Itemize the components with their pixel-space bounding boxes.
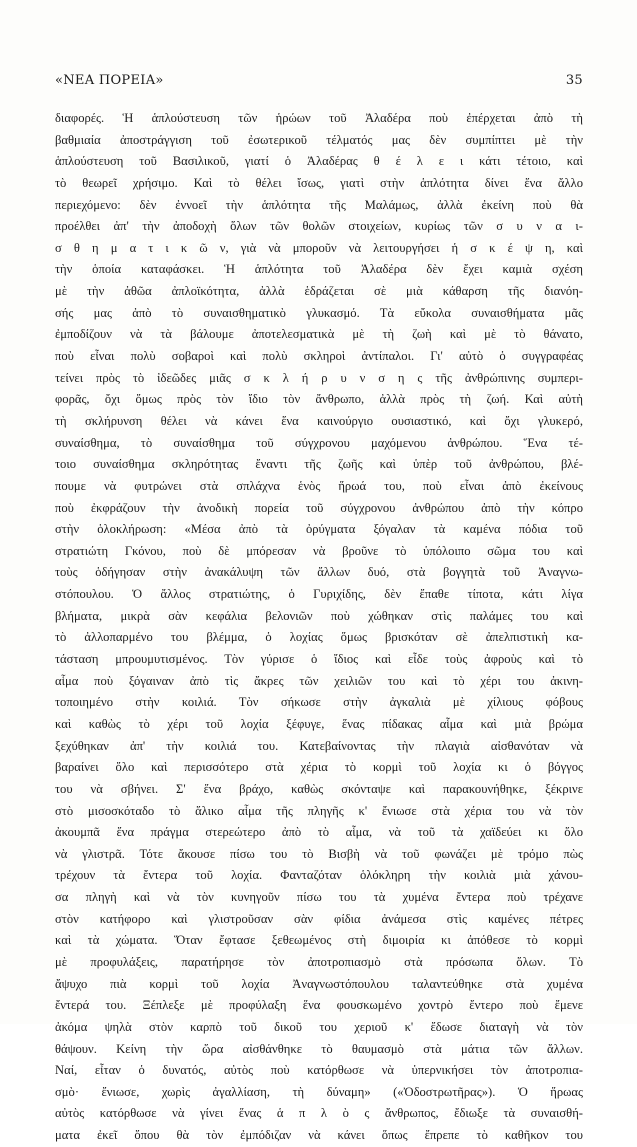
text-line: προέλθει ἀπ' τὴν ἀποδοχὴ ὅλων τῶν θολῶν στοιχείων, κυρίως τῶν σ υ ν α ι- [55, 219, 583, 234]
text-line: καὶ καθὼς τὸ χέρι τοῦ λοχία ξέφυγε, ἕνας πίδακας αἷμα καὶ μιὰ βρώμα [55, 716, 583, 731]
text-line: τοιο συναίσθημα σκληρότητας ἔναντι τῆς ζωῆς καὶ ὑπὲρ τοῦ ἀνθρώπου, βλέ- [55, 457, 583, 472]
journal-title: «ΝΕΑ ΠΟΡΕΙΑ» [55, 73, 164, 88]
text-line: σής μας ἀπὸ τὸ συναισθηματικὸ γλυκασμό. Τὰ εὔκολα συναισθήματα μᾶς [55, 305, 583, 320]
text-line: αὐτὸς κατόρθωσε νὰ γίνει ἕνας ἁ π λ ὸ ς ἄνθρωπος, ἔδιωξε τὰ συναισθή- [55, 1106, 583, 1121]
text-line: ματα ἐκεῖ ὅπου θὰ τὸν ἐμπόδιζαν νὰ κάνει ὅπως ἔπρεπε τὸ καθῆκον του [55, 1128, 583, 1143]
text-line: διαφορές. Ἡ ἁπλούστευση τῶν ἡρώων τοῦ Ἀλαδέρα ποὺ ἐπέρχεται ἀπὸ τὴ [55, 111, 583, 125]
text-line: στόπουλου. Ὁ ἄλλος στρατιώτης, ὁ Γυριχίδης, δὲν ἔπαθε τίποτα, κάτι λίγα [55, 587, 583, 602]
text-line: στὴν ὁλοκλήρωση: «Μέσα ἀπὸ τὰ ὀρύγματα ξόγαλαν τὰ καμένα πόδια τοῦ [55, 522, 583, 537]
running-header [55, 73, 583, 93]
text-line: τὴ σκλήρυνση θέλει νὰ κάνει ἕνα καινούργιο ουσιαστικό, καὶ ὄχι γλυκερό, [55, 413, 583, 428]
text-line: περιεχόμενο: δὲν ἐννοεῖ τὴν ἁπλότητα τῆς Μαλάμως, ἀλλὰ ἐκείνη ποὺ θὰ [55, 197, 583, 212]
text-line: αἷμα ποὺ ξόγαιναν ἀπὸ τὶς ἄκρες τῶν χειλιῶν του καὶ τὸ χέρι του ἀκινη- [55, 673, 583, 688]
text-line: ἄψυχο πιὰ κορμὶ τοῦ λοχία Ἀναγνωστόπουλου ταλαντεύθηκε στὰ χυμένα [55, 976, 583, 991]
text-line: βλήματα, μικρὰ σὰν κεφάλια βελονιῶν ποὺ χώθηκαν στὶς παλάμες του καὶ [55, 608, 583, 623]
text-line: ἔντερά του. Ξέπλεξε μὲ προφύλαξη ἕνα φουσκωμένο χοντρὸ ἔντερο ποὺ ἔμενε [55, 998, 583, 1013]
text-line: ξεχύθηκαν ἀπ' τὴν κοιλιά του. Κατεβαίνοντας τὴν πλαγιὰ αἰσθανόταν νὰ [55, 738, 583, 753]
text-line: Ναί, εἶταν ὁ δυνατός, αὐτὸς ποὺ κατόρθωσε νὰ ὑπερνικήσει τὸν ἀποτροπια- [55, 1063, 583, 1078]
text-line: στὸν κατήφορο καὶ γλιστροῦσαν σὰν φίδια ἀνάμεσα στὶς καμένες πέτρες [55, 911, 583, 926]
text-line: πουμε νὰ φυτρώνει στὰ σπλάχνα ἑνὸς ἥρωά του, ποὺ εἶναι ἀπὸ ἐκείνους [55, 478, 583, 493]
text-line: στὸ μισοσκόταδο τὸ ἅλικο αἷμα τῆς πληγῆς κ' ἔνιωσε στὰ χέρια του νὰ τὸν [55, 803, 583, 818]
text-line: σμὸ· ἔνιωσε, χωρὶς ἀγαλλίαση, τὴ δύναμη» («Ὀδοστρωτῆρας»). Ὁ ἥρωας [55, 1084, 583, 1099]
text-line: ἁπλούστευση τοῦ Βασιλικοῦ, γιατί ὁ Ἀλαδέρας θ έ λ ε ι κάτι τέτοιο, καὶ [55, 154, 583, 169]
text-line: βαραίνει ὅλο καὶ περισσότερο στὰ χέρια τὸ κορμὶ τοῦ λοχία κι ὁ βόγγος [55, 760, 583, 775]
text-line: ἀκόμα ψηλὰ στὸν καρπὸ τοῦ δικοῦ του χεριοῦ κ' ἔδωσε διαταγὴ νὰ τὸν [55, 1019, 583, 1034]
page-number: 35 [565, 73, 583, 88]
text-line: τρέχουν τὰ ἔντερα τοῦ λοχία. Φανταζόταν ὁλόκληρη τὴν κοιλιὰ μιὰ χάνου- [55, 868, 583, 883]
text-line: τὸ ἀλλοπαρμένο του βλέμμα, ὁ λοχίας ὅμως βρισκόταν σὲ ἀπελπιστικὴ κα- [55, 630, 583, 645]
text-line: νὰ γλιστρᾶ. Τότε ἄκουσε πίσω του τὸ Βισβὴ νὰ τοῦ φωνάζει μὲ τρόμο πὼς [55, 846, 583, 861]
text-line: τοὺς ὁδήγησαν στὴν ἀνακάλυψη τῶν ἄλλων δυό, στὰ βογγητὰ τοῦ Ἀναγνω- [55, 565, 583, 580]
text-line: ποὺ ἐκφράζουν τὴν ἀνοδικὴ πορεία τοῦ σύγχρονου ἀνθρώπου ἀπὸ τὴν κόπρο [55, 500, 583, 515]
text-line: θάψουν. Κείνη τὴν ὥρα αἰσθάνθηκε τὸ θαυμασμὸ στὰ μάτια τῶν ἄλλων. [55, 1041, 583, 1056]
text-line: τὸ θεωρεῖ χρήσιμο. Καὶ τὸ θέλει ἴσως, γιατὶ στὴν ἁπλότητα δίνει ἕνα ἄλλο [55, 175, 583, 190]
body-text [55, 108, 583, 1147]
text-line: τὴν ὁποία καταφάσκει. Ἡ ἁπλότητα τοῦ Ἀλαδέρα δὲν ἔχει καμιὰ σχέση [55, 262, 583, 277]
text-line: τάσταση μπρουμυτισμένος. Τὸν γύρισε ὁ ἴδιος καὶ εἶδε τοὺς ἀφροὺς καὶ τὸ [55, 652, 583, 667]
text-line: μὲ τὴν ἀθῶα ἀπλοϊκότητα, ἀλλὰ ἑδράζεται σὲ μιὰ κάθαρση τῆς διανόη- [55, 284, 583, 299]
text-line: ποὺ εἶναι πολὺ σοβαροὶ καὶ πολὺ σκληροὶ ἀντίπαλοι. Γι' αὐτὸ ὁ συγγραφέας [55, 349, 583, 364]
text-line: ἐμποδίζουν νὰ τὰ βάλουμε ἀποτελεσματικὰ μὲ τὴ ζωὴ καὶ μὲ τὸ θάνατο, [55, 327, 583, 342]
text-line: στρατιώτη Γκόνου, ποὺ δὲ μπόρεσαν νὰ βροῦνε τὸ ὑπόλοιπο σῶμα του καὶ [55, 543, 583, 558]
text-line: καὶ τὰ χώματα. Ὅταν ἔφτασε ξεθεωμένος στὴ διμοιρία κι ἀπόθεσε τὸ κορμὶ [55, 933, 583, 948]
text-line: τείνει πρὸς τὸ ἰδεῶδες μιᾶς σ κ λ ή ρ υ ν σ η ς τῆς ἀνθρώπινης συμπερι- [55, 370, 583, 385]
text-line: βαθμιαία ἀποστράγγιση τοῦ ἐσωτερικοῦ τέλματός μας δὲν συμπίπτει μὲ τὴν [55, 132, 583, 147]
text-line: μὲ προφυλάξεις, παρατήρησε τὸν ἀποτροπιασμὸ στὰ πρόσωπα ὅλων. Τὸ [55, 954, 583, 969]
text-line: συναίσθημα, τὸ συναίσθημα τοῦ σύγχρονου μαχόμενου ἀνθρώπου. Ἕνα τέ- [55, 435, 583, 450]
text-line: τοποιημένο στὴν κοιλιά. Τὸν σήκωσε στὴν ἀγκαλιὰ μὲ χίλιους φόβους [55, 695, 583, 710]
text-line: σα πληγὴ καὶ νὰ τὸν κυνηγοῦν πίσω του τὰ χυμένα ἔντερα ποὺ τρέχανε [55, 890, 583, 905]
text-line: του νὰ σβήνει. Σ' ἕνα βράχο, καθὼς σκόνταψε καὶ παρακουνήθηκε, ξέκρινε [55, 781, 583, 796]
text-line: σ θ η μ α τ ι κ ῶ ν, γιὰ νὰ μποροῦν νὰ λειτουργήσει ἡ σ κ έ ψ η, καὶ [55, 240, 583, 255]
text-line: ἀκουμπᾶ ἕνα πράγμα στερεώτερο ἀπὸ τὸ αἷμα, νὰ τοῦ τὰ χαϊδεύει κι ὅλο [55, 825, 583, 840]
text-line: φορᾶς, ὄχι ὅμως πρὸς τὸν ἴδιο τὸν ἄνθρωπο, ἀλλὰ πρὸς τὴ ζωή. Καὶ αὐτὴ [55, 392, 583, 407]
